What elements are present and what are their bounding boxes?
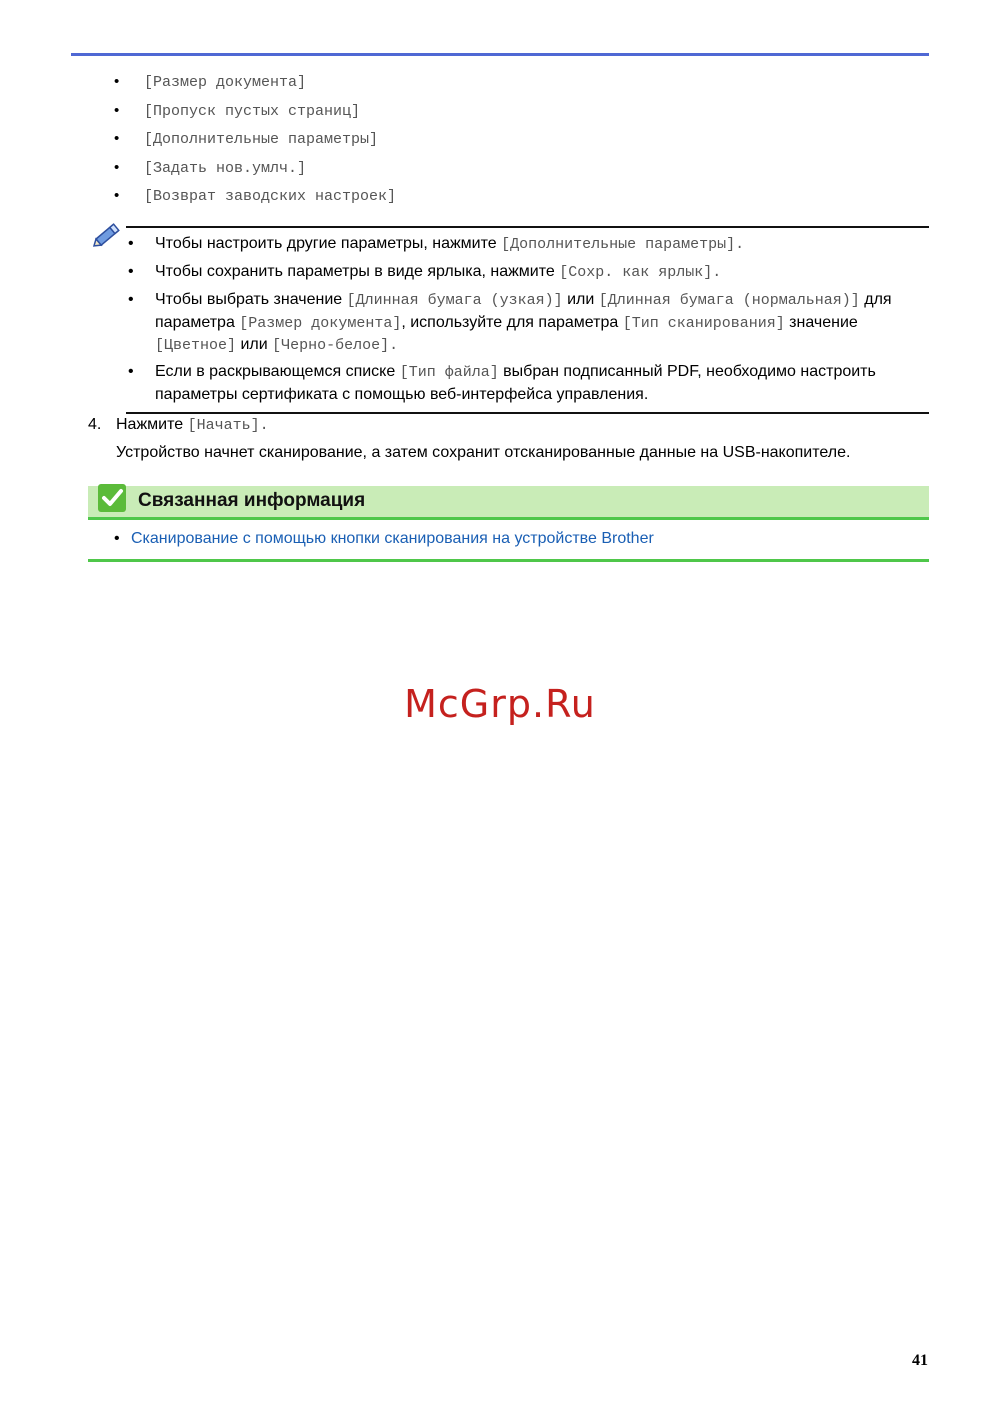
related-link[interactable]: Сканирование с помощью кнопки сканирования на устройстве Brother: [131, 530, 654, 547]
checkmark-icon: [98, 484, 126, 512]
list-item: • [Дополнительные параметры]: [114, 130, 379, 148]
list-item: • [Возврат заводских настроек]: [114, 187, 397, 205]
watermark: McGrp.Ru: [404, 682, 596, 726]
header-rule: [71, 53, 929, 56]
related-info-rule: [88, 559, 929, 562]
bullet: •: [114, 101, 120, 119]
bullet: •: [114, 158, 120, 176]
list-item: • [Пропуск пустых страниц]: [114, 101, 361, 120]
bullet: •: [114, 130, 120, 147]
list-item: • [Задать нов.умлч.]: [114, 158, 307, 177]
pencil-icon: [90, 218, 124, 252]
option-list: [114, 72, 396, 215]
note-box: • Чтобы настроить другие параметры, нажмите [Дополнительные параметры]. • Чтобы сохранить параметры в виде ярлыка, нажмите [Сохр. как ярлык]. • Чтобы выбрать значение [Длинная бумага (узкая)] или [Длинная бумага (нормальная)] для параметра [Размер документа], используйте для параметра [Тип сканирования] значение [Цветное] или [Черно-белое]. • Если в раскрывающемся списке [Тип файла] выбран подписанный PDF, необходимо настроить параметры сертификата с помощью веб-интерфейса управления.: [126, 226, 929, 414]
related-info-title: Связанная информация: [138, 490, 366, 511]
bullet: •: [114, 73, 120, 90]
related-info-header: [88, 486, 929, 520]
bullet: •: [114, 187, 120, 204]
step-description: Устройство начнет сканирование, а затем сохранит отсканированные данные на USB-накопителе.: [116, 444, 851, 461]
list-item: • [Размер документа]: [114, 73, 307, 91]
page-number: 41: [912, 1352, 928, 1369]
